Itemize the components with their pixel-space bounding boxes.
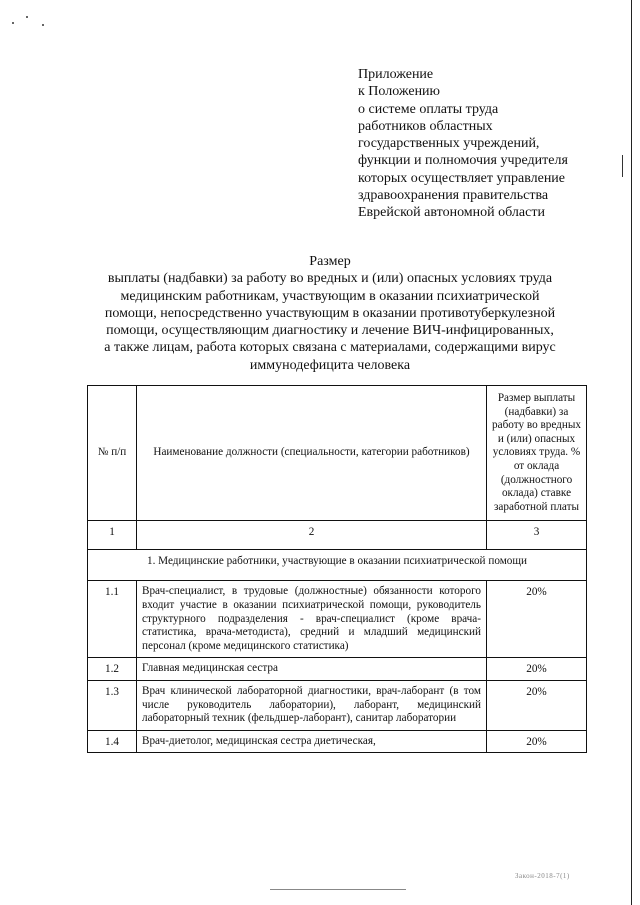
header-size: Размер выплаты (надбавки) за работу во вредных и (или) опасных условиях труда. % от оклада (должностного оклада) ставке заработной платы [487, 386, 587, 521]
footer-stamp: Закон-2018-7(1) [515, 872, 570, 880]
appendix-line: Еврейской автономной области [358, 205, 545, 221]
row-description: Врач-диетолог, медицинская сестра диетическая, [137, 730, 487, 753]
table-row [88, 581, 587, 658]
table-header-row [88, 386, 587, 521]
column-number: 3 [487, 521, 587, 550]
header-num: № п/п [88, 386, 137, 521]
column-number-row [88, 521, 587, 550]
appendix-line: к Положению [358, 84, 441, 100]
allowance-table [87, 385, 587, 753]
row-number: 1.2 [88, 658, 137, 681]
title-line: а также лицам, работа которых связана с материалами, содержащими вирус [104, 340, 556, 356]
appendix-block [358, 66, 568, 222]
section-heading: 1. Медицинские работники, участвующие в оказании психиатрической помощи [88, 550, 587, 581]
row-description: Главная медицинская сестра [137, 658, 487, 681]
column-number: 1 [88, 521, 137, 550]
row-description: Врач-специалист, в трудовые (должностные) обязанности которого входит участие в оказании психиатрической помощи, руководитель структурного подразделения - врач-специалист (кроме врача-статистика, врача-методиста), средний и младший медицинский персонал (кроме медицинского статистика) [137, 581, 487, 658]
scan-edge-line [631, 0, 632, 905]
row-description: Врач клинической лабораторной диагностики, врач-лаборант (в том числе руководитель лаборатории), лаборант, медицинский лабораторный техник (фельдшер-лаборант), санитар лаборатории [137, 680, 487, 730]
table-row [88, 730, 587, 753]
header-name: Наименование должности (специальности, категории работников) [137, 386, 487, 521]
title-line: иммунодефицита человека [249, 357, 411, 373]
row-number: 1.4 [88, 730, 137, 753]
footer-line [270, 889, 406, 890]
row-value: 20% [487, 680, 587, 730]
row-number: 1.1 [88, 581, 137, 658]
scan-mark [622, 155, 623, 177]
title-line: помощи, непосредственно участвующим в оказании противотуберкулезной [104, 305, 556, 321]
row-value: 20% [487, 658, 587, 681]
row-value: 20% [487, 581, 587, 658]
section-row [88, 550, 587, 581]
title-line: медицинским работникам, участвующим в оказании психиатрической [120, 288, 540, 304]
document-title [70, 253, 590, 374]
row-value: 20% [487, 730, 587, 753]
table-row [88, 680, 587, 730]
table-row [88, 658, 587, 681]
appendix-line: Приложение [358, 67, 434, 82]
scan-dots [12, 10, 52, 30]
appendix-line: государственных учреждений, [358, 136, 540, 152]
appendix-line: которых осуществляет управление [358, 170, 566, 186]
title-line: выплаты (надбавки) за работу во вредных и (или) опасных условиях труда [107, 271, 553, 287]
title-line: помощи, осуществляющим диагностику и лечение ВИЧ-инфицированных, [106, 323, 554, 339]
appendix-line: о системе оплаты труда [358, 101, 499, 117]
title-line: Размер [309, 254, 351, 269]
column-number: 2 [137, 521, 487, 550]
appendix-line: работников областных [358, 118, 493, 134]
appendix-line: здравоохранения правительства [358, 188, 549, 204]
row-number: 1.3 [88, 680, 137, 730]
appendix-line: функции и полномочия учредителя [358, 153, 568, 169]
